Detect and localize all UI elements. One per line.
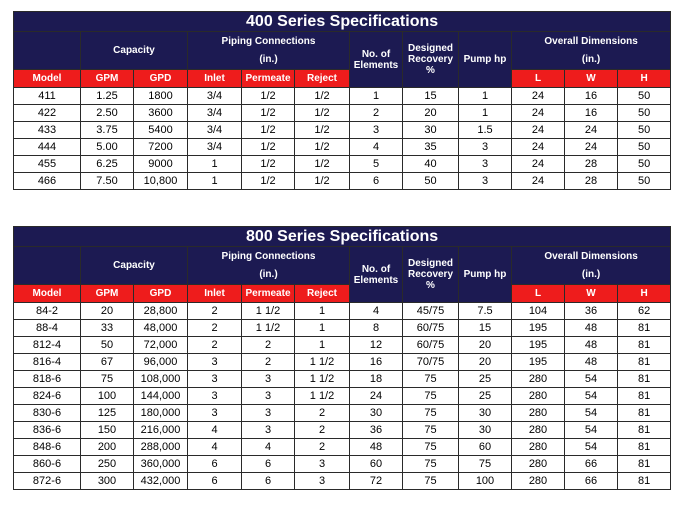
cell-inlet: 3 — [188, 371, 242, 388]
cell-reject: 1 1/2 — [295, 388, 350, 405]
cell-width: 54 — [565, 371, 618, 388]
cell-recovery: 70/75 — [403, 354, 459, 371]
cell-width: 28 — [565, 173, 618, 190]
cell-recovery: 60/75 — [403, 337, 459, 354]
cell-pump-hp: 30 — [459, 422, 512, 439]
cell-height: 50 — [618, 122, 671, 139]
cell-inlet: 2 — [188, 320, 242, 337]
table-row — [14, 473, 671, 490]
cell-recovery: 75 — [403, 422, 459, 439]
subheader-reject: Reject — [295, 70, 350, 88]
cell-elements: 6 — [350, 173, 403, 190]
header-row — [14, 247, 671, 266]
cell-pump-hp: 7.5 — [459, 303, 512, 320]
cell-elements: 8 — [350, 320, 403, 337]
cell-gpd: 180,000 — [134, 405, 188, 422]
cell-gpd: 432,000 — [134, 473, 188, 490]
cell-model: 830-6 — [14, 405, 81, 422]
cell-gpm: 125 — [81, 405, 134, 422]
cell-permeate: 3 — [242, 422, 295, 439]
cell-model: 848-6 — [14, 439, 81, 456]
cell-gpm: 200 — [81, 439, 134, 456]
table-row — [14, 371, 671, 388]
cell-height: 81 — [618, 422, 671, 439]
subheader-l: L — [512, 285, 565, 303]
table-row — [14, 173, 671, 190]
cell-recovery: 75 — [403, 405, 459, 422]
cell-reject: 2 — [295, 405, 350, 422]
cell-height: 81 — [618, 473, 671, 490]
cell-recovery: 75 — [403, 473, 459, 490]
cell-permeate: 3 — [242, 371, 295, 388]
cell-recovery: 75 — [403, 371, 459, 388]
spec-table-400 — [13, 11, 671, 190]
cell-reject: 1/2 — [295, 173, 350, 190]
cell-recovery: 35 — [403, 139, 459, 156]
cell-recovery: 75 — [403, 439, 459, 456]
header-piping: Piping Connections — [188, 247, 350, 266]
cell-permeate: 3 — [242, 388, 295, 405]
table-row — [14, 456, 671, 473]
cell-length: 195 — [512, 337, 565, 354]
table-title-row — [14, 227, 671, 247]
table-row — [14, 303, 671, 320]
subheader-row — [14, 70, 671, 88]
cell-height: 81 — [618, 439, 671, 456]
subheader-model: Model — [14, 70, 81, 88]
cell-width: 24 — [565, 139, 618, 156]
cell-gpm: 100 — [81, 388, 134, 405]
cell-inlet: 3/4 — [188, 122, 242, 139]
cell-height: 50 — [618, 139, 671, 156]
cell-reject: 1 — [295, 320, 350, 337]
cell-model: 455 — [14, 156, 81, 173]
cell-recovery: 75 — [403, 388, 459, 405]
subheader-permeate: Permeate — [242, 285, 295, 303]
cell-recovery: 15 — [403, 88, 459, 105]
cell-length: 104 — [512, 303, 565, 320]
cell-gpd: 3600 — [134, 105, 188, 122]
cell-height: 50 — [618, 88, 671, 105]
cell-height: 81 — [618, 337, 671, 354]
subheader-reject: Reject — [295, 285, 350, 303]
cell-width: 54 — [565, 422, 618, 439]
cell-elements: 4 — [350, 139, 403, 156]
header-dimensions: Overall Dimensions — [512, 247, 671, 266]
cell-elements: 12 — [350, 337, 403, 354]
cell-gpm: 20 — [81, 303, 134, 320]
cell-height: 50 — [618, 156, 671, 173]
cell-gpm: 50 — [81, 337, 134, 354]
cell-inlet: 3 — [188, 405, 242, 422]
cell-model: 872-6 — [14, 473, 81, 490]
cell-inlet: 2 — [188, 337, 242, 354]
cell-pump-hp: 25 — [459, 371, 512, 388]
header-recovery: Designed Recovery % — [403, 247, 459, 303]
cell-inlet: 1 — [188, 173, 242, 190]
cell-reject: 2 — [295, 422, 350, 439]
table-row — [14, 105, 671, 122]
cell-gpd: 216,000 — [134, 422, 188, 439]
cell-model: 816-4 — [14, 354, 81, 371]
cell-width: 54 — [565, 439, 618, 456]
cell-model: 466 — [14, 173, 81, 190]
cell-inlet: 3/4 — [188, 139, 242, 156]
header-pump: Pump hp — [459, 247, 512, 303]
cell-elements: 4 — [350, 303, 403, 320]
cell-permeate: 4 — [242, 439, 295, 456]
subheader-gpd: GPD — [134, 285, 188, 303]
cell-width: 16 — [565, 105, 618, 122]
cell-recovery: 75 — [403, 456, 459, 473]
table-row — [14, 139, 671, 156]
cell-inlet: 3 — [188, 354, 242, 371]
cell-model: 84-2 — [14, 303, 81, 320]
cell-length: 280 — [512, 405, 565, 422]
header-dimensions-unit: (in.) — [512, 265, 671, 285]
cell-permeate: 1 1/2 — [242, 303, 295, 320]
cell-gpm: 300 — [81, 473, 134, 490]
cell-pump-hp: 25 — [459, 388, 512, 405]
cell-gpm: 150 — [81, 422, 134, 439]
subheader-gpm: GPM — [81, 285, 134, 303]
cell-gpd: 48,000 — [134, 320, 188, 337]
spec-table-800 — [13, 226, 671, 490]
cell-gpd: 72,000 — [134, 337, 188, 354]
cell-length: 24 — [512, 139, 565, 156]
cell-elements: 48 — [350, 439, 403, 456]
cell-pump-hp: 1.5 — [459, 122, 512, 139]
cell-length: 280 — [512, 422, 565, 439]
cell-length: 280 — [512, 388, 565, 405]
table-row — [14, 388, 671, 405]
subheader-w: W — [565, 285, 618, 303]
cell-gpm: 33 — [81, 320, 134, 337]
cell-permeate: 1/2 — [242, 156, 295, 173]
cell-width: 66 — [565, 456, 618, 473]
cell-length: 24 — [512, 156, 565, 173]
cell-reject: 1 — [295, 303, 350, 320]
cell-gpd: 28,800 — [134, 303, 188, 320]
table-row — [14, 337, 671, 354]
cell-recovery: 50 — [403, 173, 459, 190]
cell-width: 54 — [565, 405, 618, 422]
cell-gpm: 7.50 — [81, 173, 134, 190]
table-body — [14, 303, 671, 490]
cell-gpd: 96,000 — [134, 354, 188, 371]
cell-pump-hp: 20 — [459, 337, 512, 354]
table-row — [14, 88, 671, 105]
cell-height: 81 — [618, 388, 671, 405]
subheader-h: H — [618, 285, 671, 303]
cell-reject: 1/2 — [295, 139, 350, 156]
header-piping-unit: (in.) — [188, 50, 350, 70]
cell-pump-hp: 1 — [459, 88, 512, 105]
cell-model: 433 — [14, 122, 81, 139]
cell-length: 24 — [512, 173, 565, 190]
cell-recovery: 40 — [403, 156, 459, 173]
cell-elements: 3 — [350, 122, 403, 139]
cell-permeate: 3 — [242, 405, 295, 422]
subheader-h: H — [618, 70, 671, 88]
table-title: 400 Series Specifications — [14, 12, 671, 32]
cell-elements: 60 — [350, 456, 403, 473]
cell-permeate: 1/2 — [242, 122, 295, 139]
cell-elements: 1 — [350, 88, 403, 105]
cell-gpd: 10,800 — [134, 173, 188, 190]
subheader-model: Model — [14, 285, 81, 303]
cell-pump-hp: 100 — [459, 473, 512, 490]
cell-length: 24 — [512, 88, 565, 105]
cell-inlet: 1 — [188, 156, 242, 173]
cell-pump-hp: 3 — [459, 156, 512, 173]
cell-elements: 18 — [350, 371, 403, 388]
cell-permeate: 6 — [242, 456, 295, 473]
subheader-w: W — [565, 70, 618, 88]
cell-reject: 1/2 — [295, 156, 350, 173]
header-elements: No. of Elements — [350, 247, 403, 303]
cell-elements: 24 — [350, 388, 403, 405]
cell-gpd: 5400 — [134, 122, 188, 139]
cell-model: 860-6 — [14, 456, 81, 473]
cell-gpd: 144,000 — [134, 388, 188, 405]
header-piping: Piping Connections — [188, 32, 350, 51]
cell-permeate: 6 — [242, 473, 295, 490]
cell-elements: 16 — [350, 354, 403, 371]
cell-permeate: 1 1/2 — [242, 320, 295, 337]
table-row — [14, 422, 671, 439]
cell-pump-hp: 1 — [459, 105, 512, 122]
cell-model: 812-4 — [14, 337, 81, 354]
cell-gpm: 75 — [81, 371, 134, 388]
cell-width: 48 — [565, 354, 618, 371]
cell-gpm: 6.25 — [81, 156, 134, 173]
cell-width: 48 — [565, 320, 618, 337]
cell-pump-hp: 3 — [459, 139, 512, 156]
cell-reject: 1 1/2 — [295, 354, 350, 371]
cell-inlet: 4 — [188, 422, 242, 439]
cell-pump-hp: 20 — [459, 354, 512, 371]
header-dimensions: Overall Dimensions — [512, 32, 671, 51]
cell-gpm: 67 — [81, 354, 134, 371]
cell-reject: 3 — [295, 456, 350, 473]
cell-permeate: 2 — [242, 337, 295, 354]
cell-height: 50 — [618, 173, 671, 190]
header-recovery: Designed Recovery % — [403, 32, 459, 88]
subheader-inlet: Inlet — [188, 285, 242, 303]
cell-inlet: 3/4 — [188, 88, 242, 105]
cell-permeate: 2 — [242, 354, 295, 371]
table-title-row — [14, 12, 671, 32]
cell-pump-hp: 30 — [459, 405, 512, 422]
cell-elements: 36 — [350, 422, 403, 439]
cell-width: 36 — [565, 303, 618, 320]
header-pump: Pump hp — [459, 32, 512, 88]
cell-reject: 1 — [295, 337, 350, 354]
cell-model: 818-6 — [14, 371, 81, 388]
cell-height: 62 — [618, 303, 671, 320]
cell-inlet: 4 — [188, 439, 242, 456]
subheader-gpm: GPM — [81, 70, 134, 88]
cell-length: 280 — [512, 473, 565, 490]
cell-reject: 1/2 — [295, 105, 350, 122]
header-piping-unit: (in.) — [188, 265, 350, 285]
header-capacity: Capacity — [81, 247, 188, 285]
table-row — [14, 122, 671, 139]
cell-permeate: 1/2 — [242, 88, 295, 105]
cell-reject: 1 1/2 — [295, 371, 350, 388]
cell-gpd: 1800 — [134, 88, 188, 105]
cell-elements: 72 — [350, 473, 403, 490]
table-row — [14, 156, 671, 173]
table-body — [14, 88, 671, 190]
cell-height: 81 — [618, 371, 671, 388]
cell-length: 24 — [512, 122, 565, 139]
cell-model: 824-6 — [14, 388, 81, 405]
cell-gpm: 2.50 — [81, 105, 134, 122]
cell-gpd: 360,000 — [134, 456, 188, 473]
cell-reject: 3 — [295, 473, 350, 490]
cell-pump-hp: 60 — [459, 439, 512, 456]
cell-model: 422 — [14, 105, 81, 122]
table-row — [14, 354, 671, 371]
cell-elements: 30 — [350, 405, 403, 422]
cell-width: 24 — [565, 122, 618, 139]
cell-length: 195 — [512, 354, 565, 371]
table-title: 800 Series Specifications — [14, 227, 671, 247]
cell-recovery: 60/75 — [403, 320, 459, 337]
cell-reject: 2 — [295, 439, 350, 456]
cell-height: 81 — [618, 320, 671, 337]
subheader-inlet: Inlet — [188, 70, 242, 88]
header-model-blank — [14, 247, 81, 285]
cell-gpm: 3.75 — [81, 122, 134, 139]
cell-length: 24 — [512, 105, 565, 122]
cell-height: 81 — [618, 456, 671, 473]
cell-inlet: 3 — [188, 388, 242, 405]
cell-permeate: 1/2 — [242, 105, 295, 122]
cell-gpd: 108,000 — [134, 371, 188, 388]
cell-elements: 5 — [350, 156, 403, 173]
cell-inlet: 2 — [188, 303, 242, 320]
cell-width: 28 — [565, 156, 618, 173]
cell-pump-hp: 75 — [459, 456, 512, 473]
subheader-row — [14, 285, 671, 303]
subheader-gpd: GPD — [134, 70, 188, 88]
cell-model: 836-6 — [14, 422, 81, 439]
table-row — [14, 405, 671, 422]
cell-gpm: 1.25 — [81, 88, 134, 105]
cell-reject: 1/2 — [295, 88, 350, 105]
subheader-l: L — [512, 70, 565, 88]
header-capacity: Capacity — [81, 32, 188, 70]
cell-length: 280 — [512, 456, 565, 473]
cell-recovery: 20 — [403, 105, 459, 122]
cell-elements: 2 — [350, 105, 403, 122]
cell-gpd: 288,000 — [134, 439, 188, 456]
cell-width: 54 — [565, 388, 618, 405]
cell-pump-hp: 3 — [459, 173, 512, 190]
cell-inlet: 3/4 — [188, 105, 242, 122]
cell-model: 88-4 — [14, 320, 81, 337]
cell-width: 16 — [565, 88, 618, 105]
cell-permeate: 1/2 — [242, 139, 295, 156]
cell-height: 81 — [618, 354, 671, 371]
cell-inlet: 6 — [188, 473, 242, 490]
cell-gpd: 9000 — [134, 156, 188, 173]
cell-reject: 1/2 — [295, 122, 350, 139]
header-elements: No. of Elements — [350, 32, 403, 88]
cell-gpm: 250 — [81, 456, 134, 473]
cell-length: 280 — [512, 439, 565, 456]
cell-pump-hp: 15 — [459, 320, 512, 337]
cell-height: 50 — [618, 105, 671, 122]
cell-gpd: 7200 — [134, 139, 188, 156]
table-row — [14, 439, 671, 456]
header-row — [14, 32, 671, 51]
cell-width: 66 — [565, 473, 618, 490]
header-dimensions-unit: (in.) — [512, 50, 671, 70]
cell-gpm: 5.00 — [81, 139, 134, 156]
cell-width: 48 — [565, 337, 618, 354]
cell-length: 195 — [512, 320, 565, 337]
subheader-permeate: Permeate — [242, 70, 295, 88]
cell-length: 280 — [512, 371, 565, 388]
cell-permeate: 1/2 — [242, 173, 295, 190]
cell-height: 81 — [618, 405, 671, 422]
cell-model: 411 — [14, 88, 81, 105]
table-row — [14, 320, 671, 337]
cell-inlet: 6 — [188, 456, 242, 473]
header-model-blank — [14, 32, 81, 70]
cell-recovery: 45/75 — [403, 303, 459, 320]
cell-model: 444 — [14, 139, 81, 156]
cell-recovery: 30 — [403, 122, 459, 139]
